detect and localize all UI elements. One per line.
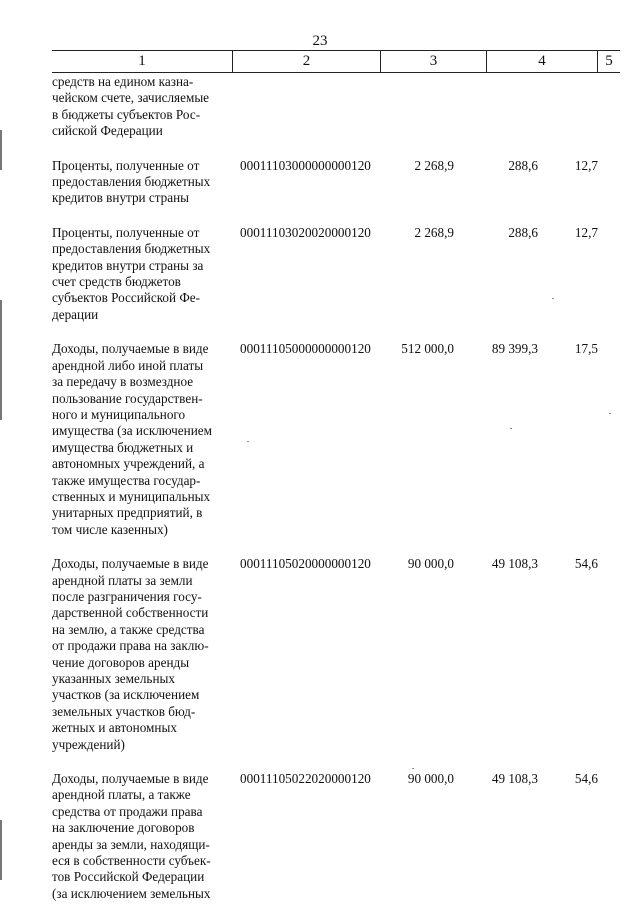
row-col5-value: 12,7	[574, 157, 598, 173]
header-col-3: 3	[429, 53, 438, 69]
scan-edge-mark	[0, 820, 2, 880]
table-row	[52, 771, 632, 902]
row-col4-value: 288,6	[508, 157, 538, 173]
table-row	[52, 556, 632, 753]
row-col5-value: 17,5	[574, 341, 598, 357]
table-row	[52, 158, 632, 207]
table-header-row	[52, 50, 620, 73]
table-row	[52, 74, 632, 140]
table-row	[52, 341, 632, 538]
row-description: средств на едином казна- чейском счете, зачисляемые в бюджеты субъектов Рос- сийской Федерации	[52, 74, 210, 139]
table-row	[52, 225, 632, 323]
row-gap	[52, 323, 632, 341]
row-col4-value: 49 108,3	[491, 771, 538, 787]
row-code: 00011103020020000120	[240, 224, 371, 240]
row-col5-value: 12,7	[574, 224, 598, 240]
row-code: 00011103000000000120	[240, 157, 371, 173]
row-code: 00011105000000000120	[240, 341, 371, 357]
row-col4-value: 89 399,3	[491, 341, 538, 357]
header-col-2: 2	[302, 53, 311, 69]
row-code: 00011105022020000120	[240, 771, 371, 787]
row-col5-value: 54,6	[574, 556, 598, 572]
row-code: 00011105020000000120	[240, 556, 371, 572]
row-col4-value: 49 108,3	[491, 556, 538, 572]
row-gap	[52, 207, 632, 225]
scan-speck	[552, 298, 554, 299]
scan-speck	[510, 428, 512, 429]
page-number: 23	[312, 33, 328, 49]
row-gap	[52, 140, 632, 158]
row-col3-value: 2 268,9	[414, 224, 454, 240]
scan-edge-mark	[0, 130, 2, 170]
row-col3-value: 90 000,0	[407, 556, 454, 572]
row-col5-value: 54,6	[574, 771, 598, 787]
header-col-1: 1	[138, 53, 146, 69]
row-description: Доходы, получаемые в виде арендной платы за земли после разграничения госу- дарственной собственности на землю, а также средства от продажи права на заклю- чение договоров аренды указанных земельных участков (за исключением земельных участков бюд- жетных и автономных учреждений)	[52, 556, 209, 752]
row-col3-value: 90 000,0	[407, 771, 454, 787]
row-col3-value: 2 268,9	[414, 157, 454, 173]
row-gap	[52, 753, 632, 771]
row-description: Проценты, полученные от предоставления бюджетных кредитов внутри страны	[52, 157, 211, 206]
row-description: Доходы, получаемые в виде арендной платы, а также средства от продажи права на заключение договоров аренды за земли, находящи- еся в собственности субъек- тов Российской Федерации (за исключением земельных	[52, 771, 211, 901]
row-col3-value: 512 000,0	[401, 341, 454, 357]
table-body	[52, 74, 632, 902]
scan-edge-mark	[0, 300, 2, 420]
scan-speck	[412, 768, 414, 769]
row-description: Доходы, получаемые в виде арендной либо иной платы за передачу в возмездное пользование государствен- ного и муниципального имущества (за исключением имущества бюджетных и автономных учреждений, а также имущества государ- ственных и муниципальных унитарных предприятий, в том числе казенных)	[52, 341, 212, 537]
scan-speck	[609, 413, 611, 414]
row-gap	[52, 538, 632, 556]
row-description: Проценты, полученные от предоставления бюджетных кредитов внутри страны за счет средств бюджетов субъектов Российской Фе- дерации	[52, 224, 211, 322]
scan-speck	[247, 441, 249, 442]
row-col4-value: 288,6	[508, 224, 538, 240]
header-col-4: 4	[538, 53, 546, 69]
header-col-5: 5	[605, 53, 613, 69]
